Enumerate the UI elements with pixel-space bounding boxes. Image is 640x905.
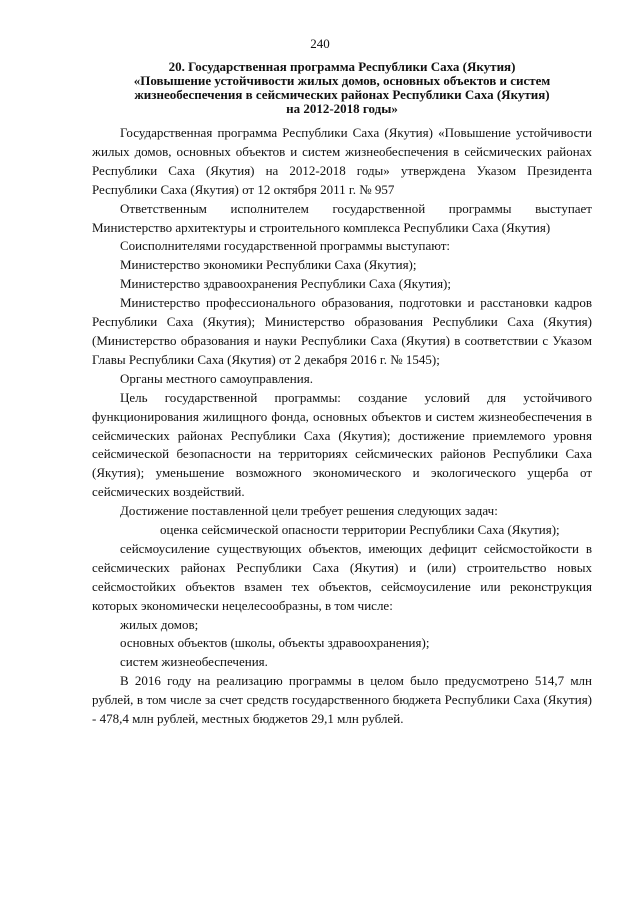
heading-line-4: на 2012-2018 годы» [286,101,398,116]
list-item-seismic-strengthening: сейсмоусиление существующих объектов, имеющих дефицит сейсмостойкости в сейсмических районах Республики Саха (Якутия) и (или) строительство новых сейсмостойких объектов взамен тех объектов, сейсмоусиление или реконструкция которых экономически нецелесообразны, в том числе: [92,540,592,613]
list-item-seismic-assessment: оценка сейсмической опасности территории Республики Саха (Якутия); [160,522,560,538]
document-body [92,124,592,729]
list-item-local-government: Органы местного самоуправления. [120,370,313,386]
page-number: 240 [310,36,330,51]
heading-line-1: 20. Государственная программа Республики Саха (Якутия) [168,59,516,74]
paragraph-responsible-executor: Ответственным исполнителем государственной программы выступает Министерство архитектуры и строительного комплекса Республики Саха (Якутия) [92,200,592,235]
list-item-ministry-education: Министерство профессионального образования, подготовки и расстановки кадров Республики Саха (Якутия); Министерство образования Республики Саха (Якутия) (Министерство образования и науки Республики Саха (Якутия) в соответствии с Указом Главы Республики Саха (Якутия) от 2 декабря 2016 г. № 1545); [92,295,592,367]
paragraph-tasks-intro: Достижение поставленной цели требует решения следующих задач: [120,503,498,519]
paragraph-program-approval: Государственная программа Республики Саха (Якутия) «Повышение устойчивости жилых домов, основных объектов и систем жизнеобеспечения в сейсмических районах Республики Саха (Якутия) на 2012-2018 годы» утверждена Указом Президента Республики Саха (Якутия) от 12 октября 2011 г. № 957 [92,125,592,197]
paragraph-co-executors-intro: Соисполнителями государственной программы выступают: [120,238,451,254]
list-item-residential-houses: жилых домов; [120,616,199,632]
list-item-ministry-economy: Министерство экономики Республики Саха (Якутия); [120,257,417,273]
list-item-main-objects: основных объектов (школы, объекты здравоохранения); [120,635,430,651]
list-item-ministry-health: Министерство здравоохранения Республики Саха (Якутия); [120,276,451,292]
heading-line-2: «Повышение устойчивости жилых домов, основных объектов и систем [133,73,551,88]
section-heading [92,60,592,116]
paragraph-program-goal: Цель государственной программы: создание условий для устойчивого функционирования жилищного фонда, основных объектов и систем жизнеобеспечения в сейсмических районах Республики Саха (Якутия); достижение приемлемого уровня сейсмической безопасности на территориях сейсмических районов Республики Саха (Якутия); уменьшение возможного экономического и экологического ущерба от сейсмических воздействий. [92,389,592,500]
paragraph-funding-2016: В 2016 году на реализацию программы в целом было предусмотрено 514,7 млн рублей, в том числе за счет средств государственного бюджета Республики Саха (Якутия) - 478,4 млн рублей, местных бюджетов 29,1 млн рублей. [92,673,592,727]
list-item-life-support-systems: систем жизнеобеспечения. [120,654,268,670]
heading-line-3: жизнеобеспечения в сейсмических районах Республики Саха (Якутия) [134,87,550,102]
